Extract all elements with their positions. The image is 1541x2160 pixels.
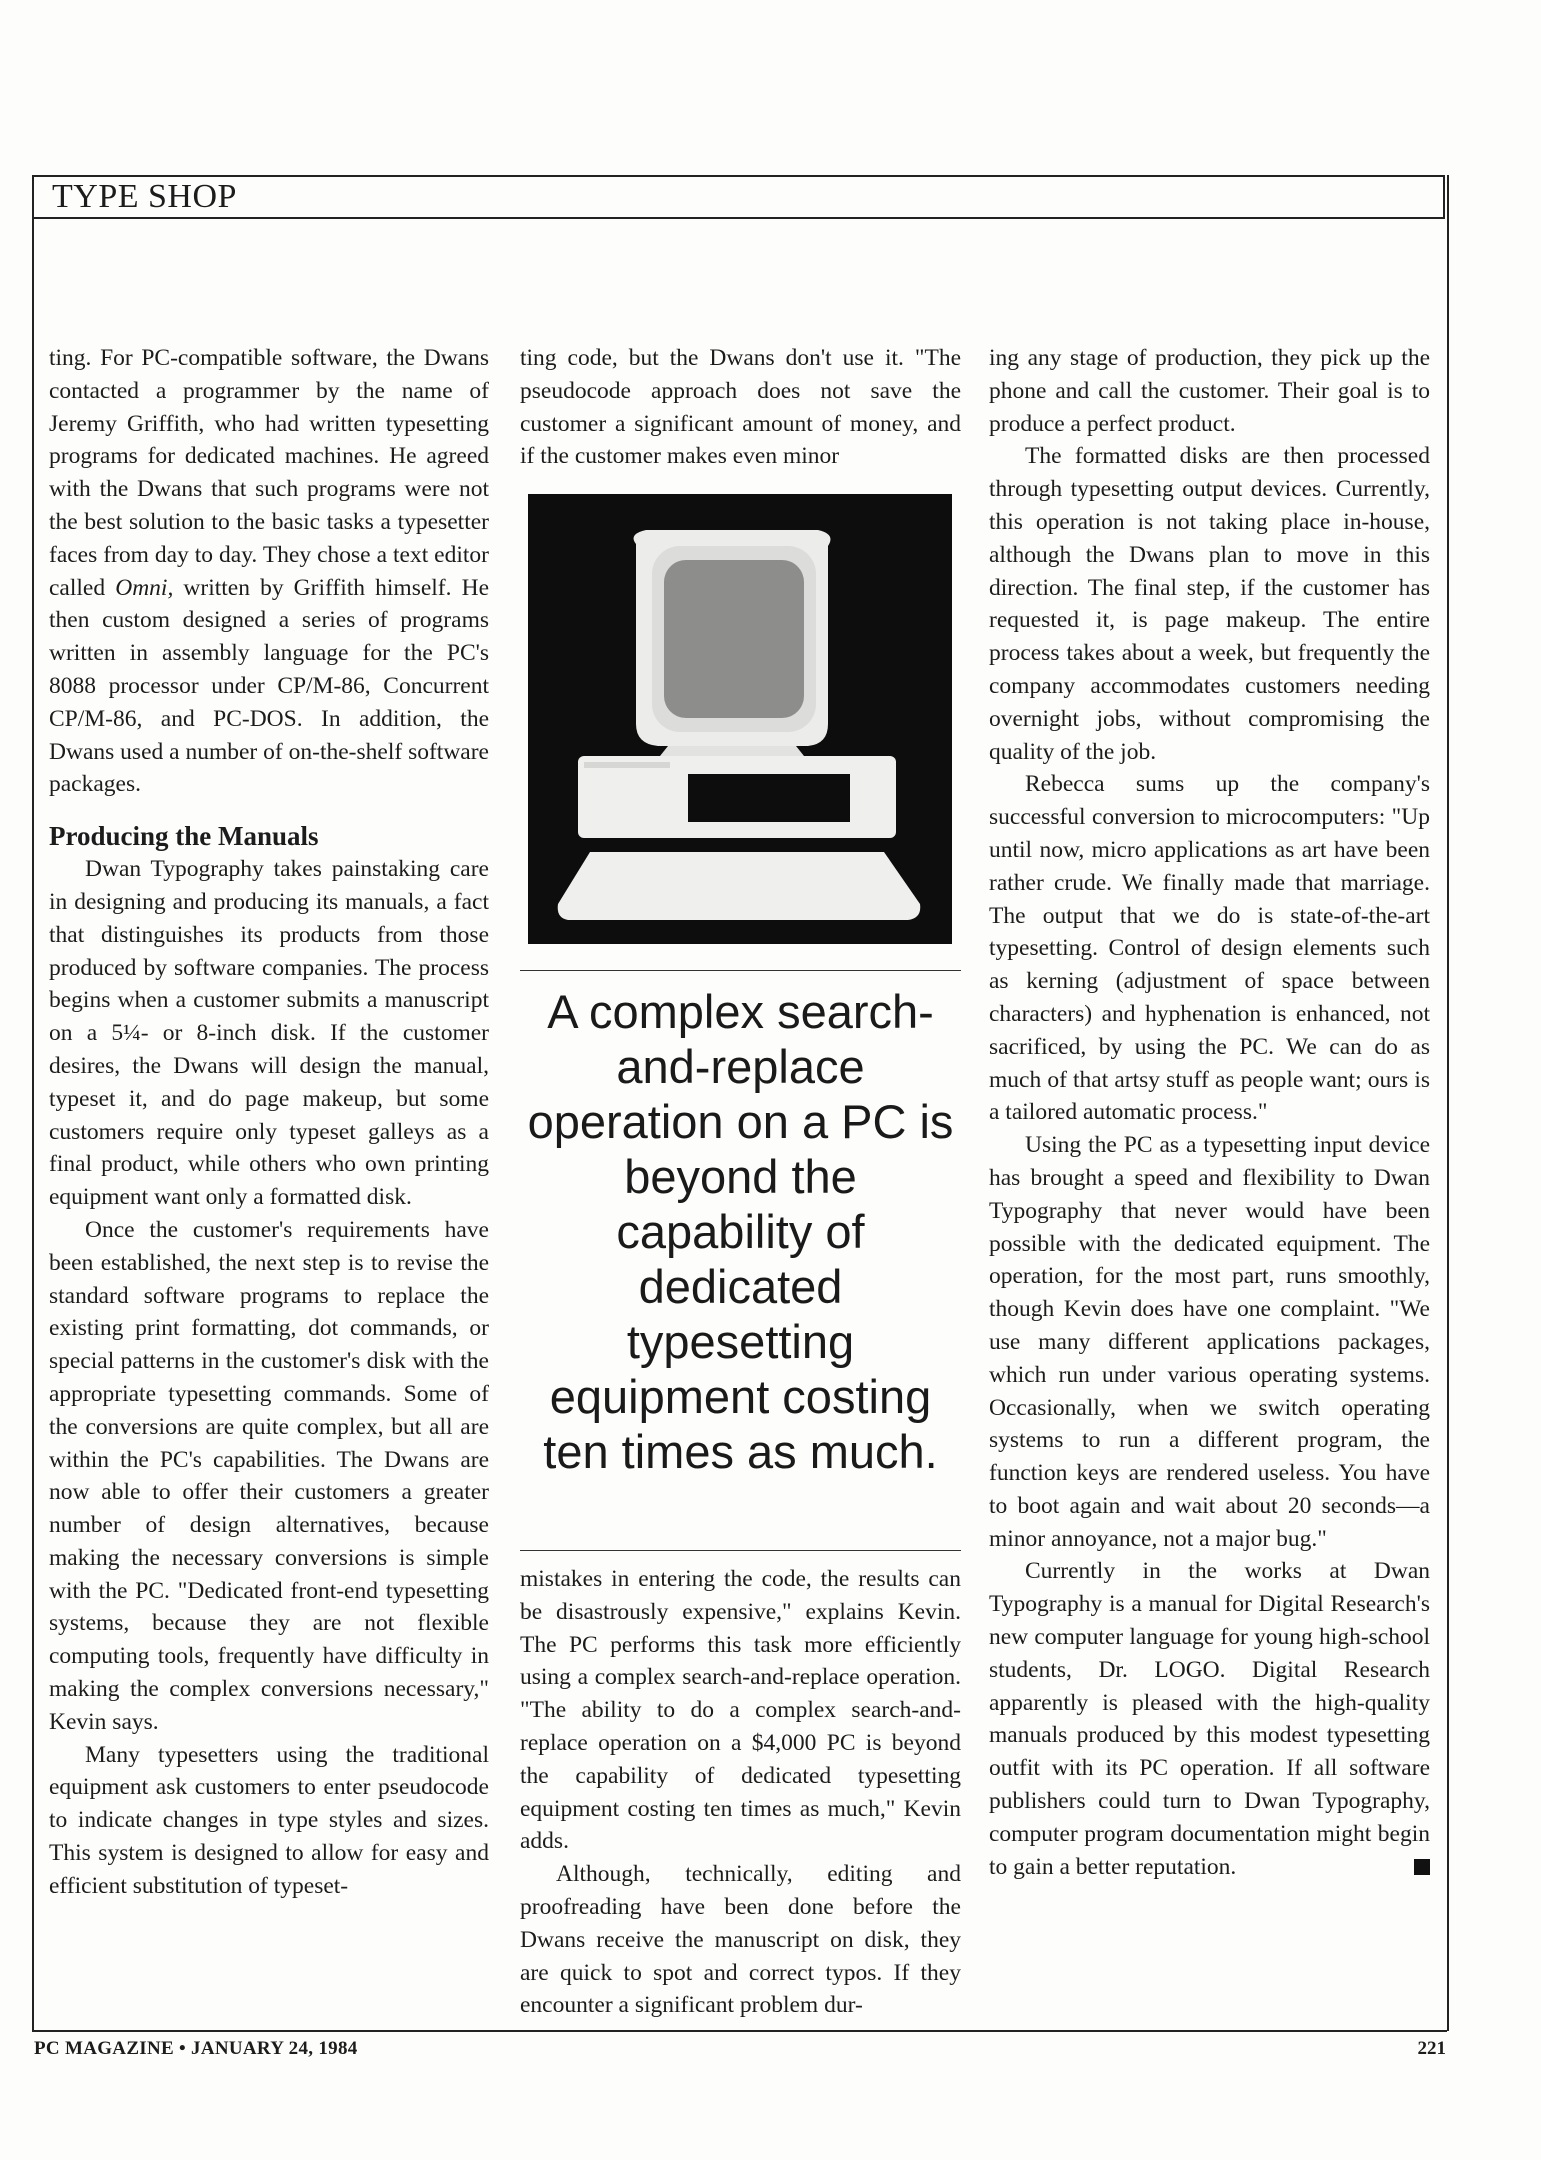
paragraph bbox=[989, 1555, 1430, 1883]
paragraph: Many typesetters using the traditional equipment ask customers to enter pseudocode to indicate changes in type styles and sizes. This system is designed to allow for easy and efficient substitution of typeset- bbox=[49, 1741, 489, 1899]
subhead: Producing the Manuals bbox=[49, 821, 319, 852]
section-header bbox=[32, 175, 1445, 219]
article-column-2-bottom bbox=[520, 1563, 961, 2022]
footer-publication: PC MAGAZINE • JANUARY 24, 1984 bbox=[34, 2038, 358, 2059]
section-title: TYPE SHOP bbox=[52, 178, 237, 215]
paragraph: Using the PC as a typesetting input device has brought a speed and flexibility to Dwan Typography that never would have been possible with the dedicated equipment. The operation, for the most part, runs smoothly, though Kevin does have one complaint. "We use many different applications packages, which run under various operating systems. Occasionally, when we switch operating systems to run a different program, the function keys are rendered useless. You have to boot again and wait about 20 seconds—a minor annoyance, not a major bug." bbox=[989, 1132, 1430, 1552]
article-column-3 bbox=[989, 342, 1430, 1883]
article-column-2-top bbox=[520, 342, 961, 473]
computer-icon bbox=[528, 494, 952, 944]
footer-rule bbox=[32, 2030, 1447, 2032]
paragraph: The formatted disks are then processed through typesetting output devices. Currently, this operation is not taking place in-house, although the Dwans plan to move in this direction. The final step, if the customer has requested it, is page makeup. The entire process takes about a week, but frequently the company accommodates customers needing overnight jobs, without compromising the quality of the job. bbox=[989, 443, 1430, 765]
article-column-1 bbox=[49, 342, 489, 1903]
end-of-article-mark bbox=[1414, 1859, 1430, 1875]
paragraph-text: Currently in the works at Dwan Typography is a manual for Digital Research's new computer language for young high-school students, Dr. LOGO. Digital Research apparently is pleased with the high-quality manuals produced by this modest typesetting outfit with its PC operation. If all software publishers could turn to Dwan Typography, computer program documentation might begin to gain a better reputation. bbox=[989, 1558, 1430, 1880]
page-number: 221 bbox=[1417, 2038, 1446, 2059]
paragraph: Rebecca sums up the company's successful conversion to microcomputers: "Up until now, micro applications as art have been rather crude. We finally made that marriage. The output that we do is state-of-the-art typesetting. Control of design elements such as kerning (adjustment of space between characters) and hyphenation is enhanced, not sacrificed, by using the PC. We can do as much of that artsy stuff as people want; ours is a tailored automatic process." bbox=[989, 771, 1430, 1126]
paragraph: ting code, but the Dwans don't use it. "The pseudocode approach does not save the customer a significant amount of money, and if the customer makes even minor bbox=[520, 345, 961, 470]
paragraph: mistakes in entering the code, the results can be disastrously expensive," explains Kevin. The PC performs this task more efficiently using a complex search-and-replace operation. "The ability to do a complex search-and-replace operation on a $4,000 PC is beyond the capability of dedicated typesetting equipment costing ten times as much," Kevin adds. bbox=[520, 1566, 961, 1855]
product-name-italic: Omni, bbox=[115, 574, 174, 601]
paragraph-text: written by Griffith himself. He then custom designed a series of programs written in assembly language for the PC's 8088 processor under CP/M-86, Concurrent CP/M-86, and PC-DOS. In addition, the Dwans used a number of on-the-shelf software packages. bbox=[49, 574, 489, 798]
computer-illustration bbox=[528, 494, 952, 944]
pull-quote: A complex search-and-replace operation on a PC is beyond the capability of dedicated typesetting equipment costing ten times as much. bbox=[527, 985, 954, 1478]
pullquote-bottom-rule bbox=[520, 1550, 961, 1551]
paragraph: Dwan Typography takes painstaking care in designing and producing its manuals, a fact that distinguishes its products from those produced by software companies. The process begins when a customer submits a manuscript on a 5¼- or 8-inch disk. If the customer desires, the Dwans will design the manual, typeset it, and do page makeup, but some customers require only typeset galleys as a final product, while others who own printing equipment want only a formatted disk. bbox=[49, 856, 489, 1211]
paragraph: Once the customer's requirements have been established, the next step is to revise the standard software programs to replace the existing print formatting, dot commands, or special patterns in the customer's disk with the appropriate typesetting commands. Some of the conversions are quite complex, but all are within the PC's capabilities. The Dwans are now able to offer their customers a greater number of design alternatives, because making the necessary conversions is simple with the PC. "Dedicated front-end typesetting systems, because they are not flexible computing tools, frequently have difficulty in making the complex conversions necessary," Kevin says. bbox=[49, 1216, 489, 1735]
pullquote-top-rule bbox=[520, 970, 961, 971]
paragraph bbox=[49, 342, 489, 801]
paragraph: ing any stage of production, they pick up the phone and call the customer. Their goal is to produce a perfect product. bbox=[989, 345, 1430, 437]
paragraph: Although, technically, editing and proofreading have been done before the Dwans receive the manuscript on disk, they are quick to spot and correct typos. If they encounter a significant problem dur- bbox=[520, 1861, 961, 2019]
paragraph-text: ting. For PC-compatible software, the Dwans contacted a programmer by the name of Jeremy Griffith, who had written typesetting programs for dedicated machines. He agreed with the Dwans that such programs were not the best solution to the basic tasks a typesetter faces from day to day. They chose a text editor called bbox=[49, 345, 489, 601]
